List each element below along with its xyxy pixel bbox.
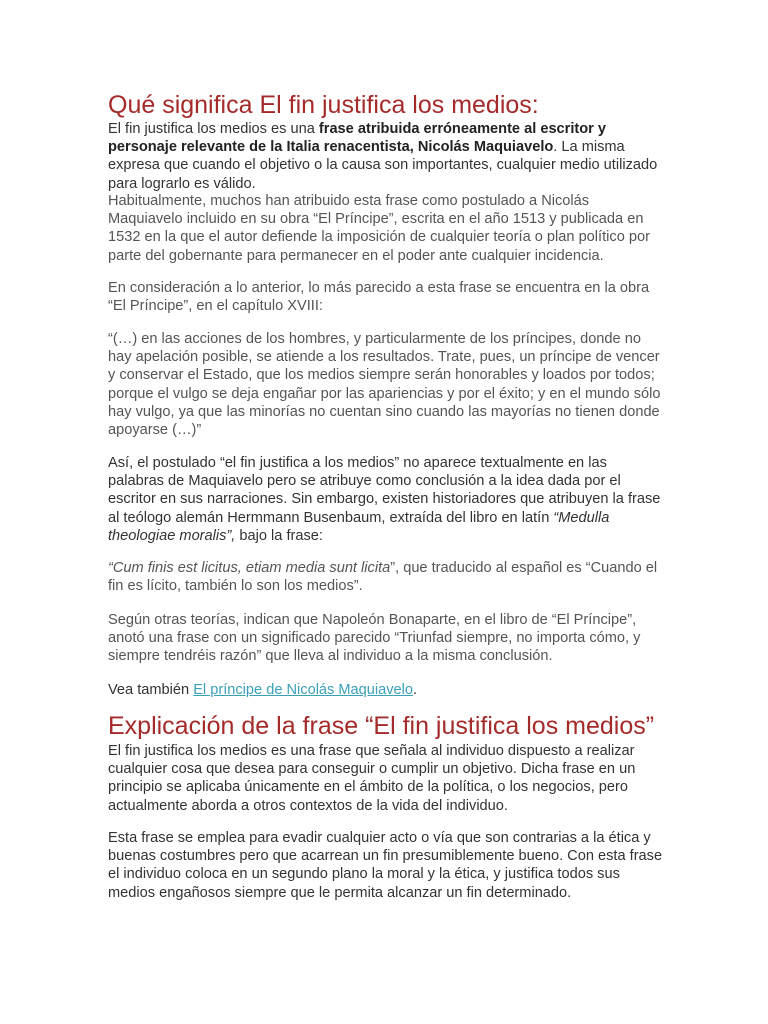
- cum-finis-translation: ”, que traducido al español es “Cuando el fin es lícito, también lo son los medios”.: [108, 560, 658, 595]
- paragraph-quote-principe: “(…) en las acciones de los hombres, y particularmente de los príncipes, donde no hay apelación posible, se atiende a los resultados. Trate, pues, un príncipe de vencer y conservar el Estado, que los medios siempre serán honorables y loados por todos; porque el vulgo se deja engañar por las apariencias y por el éxito; y en el mundo sólo hay vulgo, ya que las minorías no cuentan sino cuando las mayorías no tienen donde apoyarse (…)”: [108, 331, 661, 439]
- vea-tambien-label: Vea también: [108, 682, 194, 698]
- intro-text-end: . La misma expresa que cuando el objetivo o la causa son importantes, cualquier medio utilizado para lograrlo es válido.: [108, 139, 658, 192]
- intro-text: El fin justifica los medios es una: [108, 121, 319, 137]
- paragraph-explicacion-1: El fin justifica los medios es una frase que señala al individuo dispuesto a realizar cualquier cosa que desea para conseguir o cumplir un objetivo. Dicha frase en un principio se aplicaba únicamente en el ámbito de la política, o los negocios, pero actualmente aborda a otros contextos de la vida del individuo.: [108, 743, 636, 814]
- postulado-text: Así, el postulado “el fin justifica a los medios” no aparece textualmente en las palabras de Maquiavelo pero se atribuye como conclusión a la idea dada por el escritor en sus narraciones. Sin embargo, existen historiadores que atribuyen la frase al teólogo alemán Hermmann Busenbaum, extraída del libro en latín: [108, 455, 661, 526]
- postulado-text-end: bajo la frase:: [235, 527, 323, 544]
- paragraph-cum-finis: [108, 559, 663, 595]
- paragraph-vea-tambien: [108, 681, 663, 699]
- paragraph-consideracion: En consideración a lo anterior, lo más parecido a esta frase se encuentra en la obra “El Príncipe”, en el capítulo XVIII:: [108, 280, 650, 315]
- paragraph-intro: [108, 120, 663, 193]
- link-el-principe[interactable]: El príncipe de Nicolás Maquiavelo: [193, 682, 414, 698]
- cum-finis-italic: “Cum finis est licitus, etiam media sunt licita: [108, 560, 391, 576]
- paragraph-postulado: [108, 454, 663, 545]
- intro-bold-text: frase atribuida erróneamente al escritor y personaje relevante de la Italia renacentista, Nicolás Maquiavelo: [108, 121, 607, 156]
- paragraph-explicacion-2: Esta frase se emplea para evadir cualquier acto o vía que son contrarias a la ética y buenas costumbres pero que acarrean un fin presumiblemente bueno. Con esta frase el individuo coloca en un segundo plano la moral y la ética, y justifica todos sus medios engañosos siempre que le permita alcanzar un fin determinado.: [108, 830, 663, 901]
- section-heading-explicacion: Explicación de la frase “El fin justifica los medios”: [108, 712, 655, 740]
- section-heading-significado: Qué significa El fin justifica los medios:: [108, 91, 539, 119]
- paragraph-napoleon: Según otras teorías, indican que Napoleón Bonaparte, en el libro de “El Príncipe”, anotó una frase con un significado parecido “Triunfad siempre, no importa cómo, y siempre tendréis razón” que lleva al individuo a la misma conclusión.: [108, 612, 641, 665]
- postulado-italic: “Medulla theologiae moralis”,: [108, 509, 610, 544]
- vea-tambien-end: .: [413, 682, 418, 698]
- paragraph-habitualmente: Habitualmente, muchos han atribuido esta frase como postulado a Nicolás Maquiavelo incluido en su obra “El Príncipe”, escrita en el año 1513 y publicada en 1532 en la que el autor defiende la imposición de cualquier teoría o plan político por parte del gobernante para permanecer en el poder ante cualquier incidencia.: [108, 193, 650, 264]
